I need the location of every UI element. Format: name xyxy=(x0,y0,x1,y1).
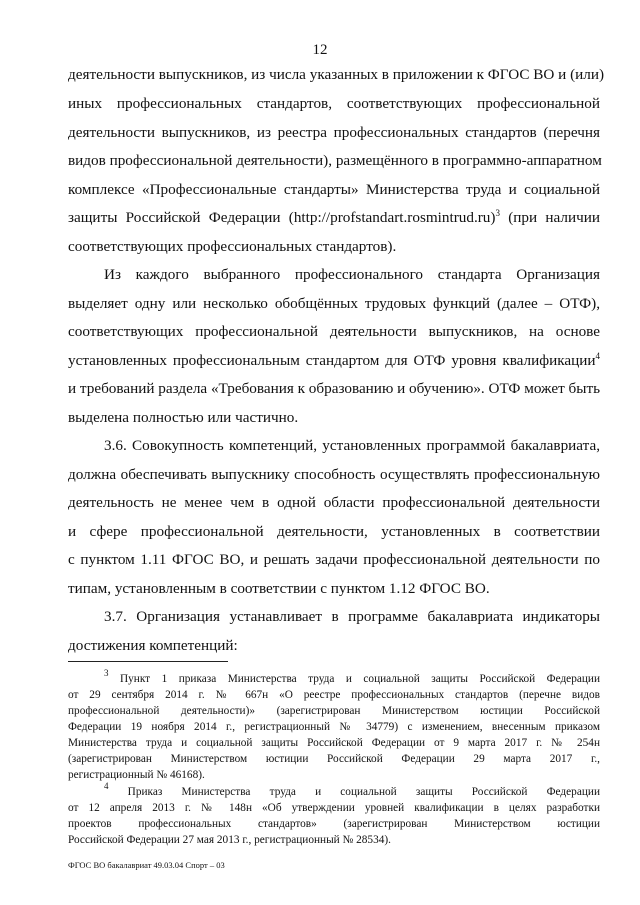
footnote-text: Пункт 1 приказа Министерства труда и социальной защиты Российской Федерации xyxy=(108,673,600,685)
footnote-line: от 12 апреля 2013 г. № 148н «Об утверждении уровней квалификации в целях разработки xyxy=(68,802,600,814)
body-line: 3.7. Организация устанавливает в программе бакалавриата индикаторы xyxy=(104,608,600,625)
footnote-ref-4[interactable]: 4 xyxy=(595,351,600,361)
body-line: Из каждого выбранного профессионального стандарта Организация xyxy=(104,266,600,283)
footnote-text: Приказ Министерства труда и социальной защиты Российской Федерации xyxy=(108,786,600,798)
body-line: деятельность не менее чем в одной области профессиональной деятельности xyxy=(68,494,600,511)
body-line: 3.6. Совокупность компетенций, установленных программой бакалавриата, xyxy=(104,437,600,454)
footnote-line: от 29 сентября 2014 г. № 667н «О реестре профессиональных стандартов (перечне видов xyxy=(68,689,600,701)
body-line: типам, установленным в соответствии с пунктом 1.12 ФГОС ВО. xyxy=(68,580,490,597)
body-line-with-footnote-ref xyxy=(68,352,600,370)
footnote-ref-3[interactable]: 3 xyxy=(495,208,500,218)
body-line: комплексе «Профессиональные стандарты» Министерства труда и социальной xyxy=(68,181,600,198)
body-line: деятельности выпускников, из реестра профессиональных стандартов (перечня xyxy=(68,124,600,141)
body-line: с пунктом 1.11 ФГОС ВО, и решать задачи профессиональной деятельности по xyxy=(68,551,600,568)
footnote-marker-3: 3 xyxy=(104,668,109,678)
footnote-line xyxy=(104,668,600,686)
body-line: и требований раздела «Требования к образованию и обучению». ОТФ может быть xyxy=(68,380,601,397)
footnote-line: Российской Федерации 27 мая 2013 г., регистрационный № 28534). xyxy=(68,834,391,846)
body-text: установленных профессиональным стандартом для ОТФ уровня квалификации xyxy=(68,352,596,369)
document-footer: ФГОС ВО бакалавриат 49.03.04 Спорт – 03 xyxy=(68,860,225,870)
body-line: соответствующих профессиональных стандартов). xyxy=(68,238,397,255)
footnote-line: профессиональной деятельности)» (зарегистрирован Министерством юстиции Российской xyxy=(68,705,600,717)
footnote-line: (зарегистрирован Министерством юстиции Российской Федерации 29 марта 2017 г., xyxy=(68,753,600,765)
footnote-separator xyxy=(68,661,228,662)
body-line: должна обеспечивать выпускнику способность осуществлять профессиональную xyxy=(68,466,600,483)
footnote-marker-4: 4 xyxy=(104,781,109,791)
body-line-with-footnote-ref xyxy=(68,209,600,227)
footnote-line: Министерства труда и социальной защиты Российской Федерации от 9 марта 2017 г. № 254н xyxy=(68,737,600,749)
body-line: иных профессиональных стандартов, соответствующих профессиональной xyxy=(68,95,600,112)
body-line: деятельности выпускников, из числа указанных в приложении к ФГОС ВО и (или) xyxy=(68,66,605,83)
footnote-line: Федерации 19 ноября 2014 г., регистрационный № 34779) с изменением, внесенным приказом xyxy=(68,721,600,733)
body-text: (при наличии xyxy=(499,209,600,226)
body-line: достижения компетенций: xyxy=(68,637,238,654)
page-number: 12 xyxy=(312,42,328,58)
footnote-line: проектов профессиональных стандартов» (зарегистрирован Министерством юстиции xyxy=(68,818,600,830)
body-text: защиты Российской Федерации (http://profstandart.rosmintrud.ru) xyxy=(68,209,496,226)
body-line: выделена полностью или частично. xyxy=(68,409,299,426)
body-line: выделяет одну или несколько обобщённых трудовых функций (далее – ОТФ), xyxy=(68,295,600,312)
body-line: и сфере профессиональной деятельности, установленных в соответствии xyxy=(68,523,600,540)
footnote-line xyxy=(104,781,600,799)
footnote-line: регистрационный № 46168). xyxy=(68,769,205,781)
body-line: соответствующих профессиональной деятельности выпускников, на основе xyxy=(68,323,600,340)
body-line: видов профессиональной деятельности), размещённого в программно-аппаратном xyxy=(68,152,602,169)
